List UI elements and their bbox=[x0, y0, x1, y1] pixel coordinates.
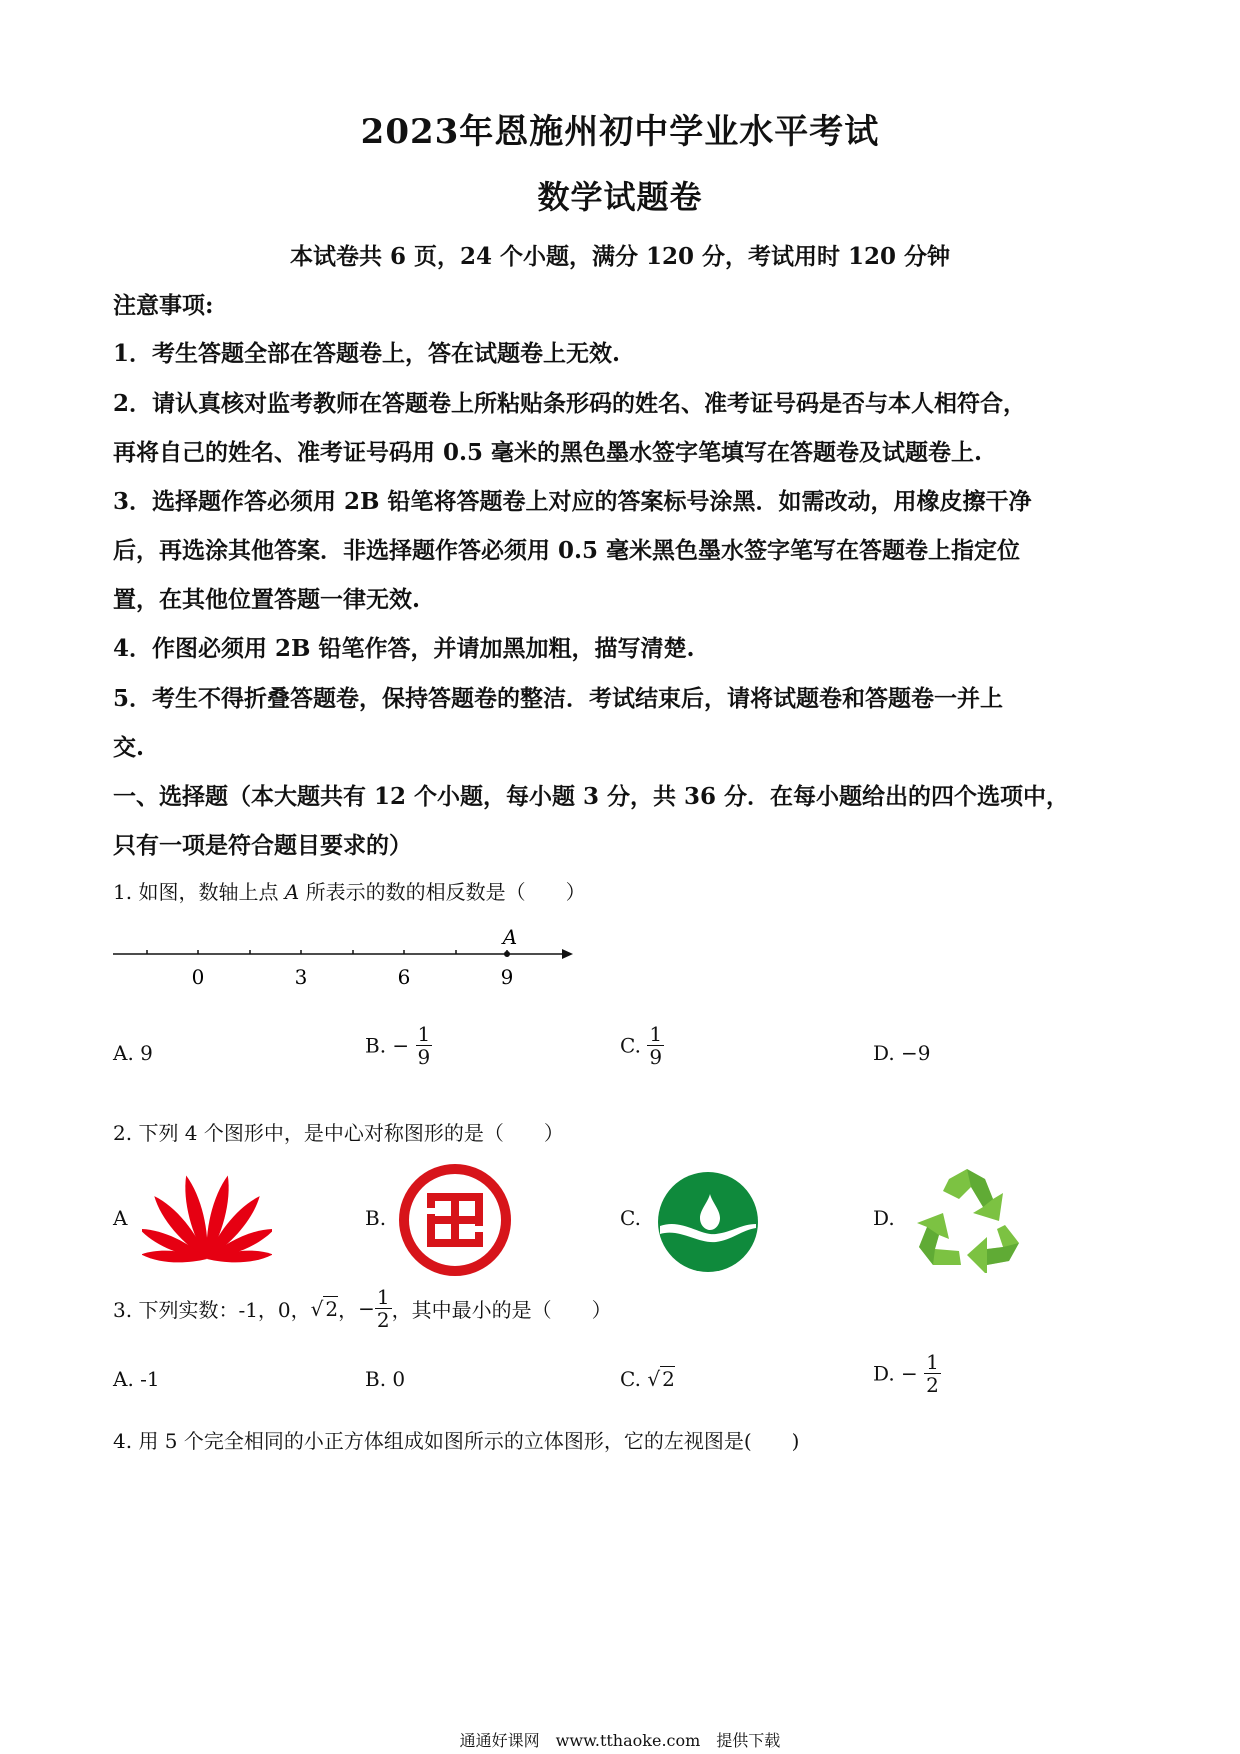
numerator: 1 bbox=[376, 1285, 390, 1309]
tick-label: 6 bbox=[397, 965, 411, 989]
square-root bbox=[647, 1367, 674, 1391]
notice-line: 后，再选涂其他答案．非选择题作答必须用 0.5 毫米黑色墨水签字笔写在答题卷上指定位 bbox=[113, 537, 1021, 564]
exam-subtitle: 数学试题卷 bbox=[537, 178, 703, 216]
stem-text: 1. 如图，数轴上点 bbox=[113, 880, 285, 904]
section-heading: 一、选择题（本大题共有 12 个小题，每小题 3 分，共 36 分．在每小题给出的四个选项中， bbox=[113, 783, 1070, 810]
radical-sign: √ bbox=[310, 1296, 324, 1321]
notice-line: 4．作图必须用 2B 铅笔作答，并请加黑加粗，描写清楚. bbox=[113, 635, 695, 662]
denominator: 9 bbox=[417, 1045, 431, 1069]
stem-text: 3. 下列实数：-1，0， bbox=[113, 1298, 311, 1322]
notice-line: 1．考生答题全部在答题卷上，答在试题卷上无效. bbox=[113, 340, 621, 367]
page-footer: 通通好课网 www.tthaoke.com 提供下载 bbox=[459, 1731, 781, 1750]
notice-line: 5．考生不得折叠答题卷，保持答题卷的整洁．考试结束后，请将试题卷和答题卷一并上 bbox=[113, 685, 1004, 712]
fraction bbox=[924, 1351, 941, 1396]
option-letter: C. bbox=[620, 1033, 648, 1058]
radicand: 2 bbox=[662, 1367, 675, 1391]
stem-text: ，其中最小的是（ ） bbox=[391, 1298, 612, 1322]
option-value: −9 bbox=[901, 1041, 931, 1065]
numerator: 1 bbox=[926, 1350, 939, 1374]
section-heading: 只有一项是符合题目要求的） bbox=[113, 832, 412, 859]
option-letter: C. bbox=[620, 1367, 648, 1391]
question-1-stem bbox=[113, 876, 586, 905]
numerator: 1 bbox=[417, 1022, 431, 1046]
fraction bbox=[647, 1023, 664, 1068]
option-value: 0 bbox=[392, 1367, 406, 1391]
q3-option-a[interactable] bbox=[113, 1367, 160, 1391]
option-letter: D. bbox=[873, 1041, 902, 1065]
notice-line: 3．选择题作答必须用 2B 铅笔将答题卷上对应的答案标号涂黑．如需改动，用橡皮擦干净 bbox=[113, 488, 1032, 515]
q3-option-b[interactable] bbox=[365, 1367, 405, 1391]
q1-option-d[interactable] bbox=[873, 1041, 931, 1065]
radicand: 2 bbox=[325, 1296, 339, 1321]
notice-heading: 注意事项: bbox=[113, 292, 214, 319]
fraction bbox=[416, 1023, 433, 1068]
option-letter: B. bbox=[365, 1033, 393, 1058]
denominator: 2 bbox=[926, 1373, 939, 1397]
water-drop-emblem-icon bbox=[656, 1170, 760, 1274]
notice-line: 置，在其他位置答题一律无效. bbox=[113, 586, 421, 613]
notice-line: 2．请认真核对监考教师在答题卷上所粘贴条形码的姓名、准考证号码是否与本人相符合， bbox=[113, 390, 1027, 417]
question-2-stem: 2. 下列 4 个图形中，是中心对称图形的是（ ） bbox=[113, 1121, 564, 1145]
minus-sign: − bbox=[358, 1296, 375, 1321]
bank-emblem-icon bbox=[398, 1163, 512, 1277]
q1-option-b[interactable] bbox=[365, 1023, 432, 1068]
q3-option-d[interactable] bbox=[873, 1351, 941, 1396]
number-line-arrow bbox=[562, 949, 573, 959]
q3-option-c[interactable] bbox=[620, 1367, 675, 1391]
stem-text: 所表示的数的相反数是（ ） bbox=[299, 880, 586, 904]
option-value: -1 bbox=[140, 1367, 160, 1391]
radical-sign: √ bbox=[647, 1367, 661, 1391]
option-letter: A. bbox=[113, 1041, 141, 1065]
question-3-stem bbox=[113, 1286, 612, 1331]
denominator: 2 bbox=[376, 1308, 390, 1332]
square-root bbox=[311, 1297, 338, 1321]
stem-text: ， bbox=[338, 1298, 359, 1322]
question-4-stem: 4. 用 5 个完全相同的小正方体组成如图所示的立体图形，它的左视图是( ) bbox=[113, 1429, 800, 1453]
number-line bbox=[110, 920, 580, 1000]
point-a-label: A bbox=[502, 925, 518, 949]
recycle-icon bbox=[909, 1165, 1025, 1273]
fraction bbox=[375, 1286, 392, 1331]
option-value: 9 bbox=[140, 1041, 153, 1065]
tick-label: 0 bbox=[191, 965, 205, 989]
exam-info: 本试卷共 6 页，24 个小题，满分 120 分，考试用时 120 分钟 bbox=[289, 243, 951, 270]
minus-sign: − bbox=[392, 1033, 410, 1058]
tick-label: 9 bbox=[500, 965, 514, 989]
denominator: 9 bbox=[649, 1045, 663, 1069]
q2-option-d-letter[interactable]: D. bbox=[873, 1206, 895, 1230]
notice-line: 再将自己的姓名、准考证号码用 0.5 毫米的黑色墨水签字笔填写在答题卷及试题卷上. bbox=[113, 439, 983, 466]
point-a bbox=[504, 951, 510, 957]
q2-option-b-letter[interactable]: B. bbox=[365, 1206, 387, 1230]
q2-option-a-letter[interactable]: A bbox=[113, 1206, 128, 1230]
notice-line: 交. bbox=[113, 734, 145, 761]
tick-label: 3 bbox=[294, 965, 308, 989]
q1-option-a[interactable] bbox=[113, 1041, 153, 1065]
q2-option-c-letter[interactable]: C. bbox=[620, 1206, 641, 1230]
option-letter: A. bbox=[113, 1367, 141, 1391]
option-letter: B. bbox=[365, 1367, 393, 1391]
option-letter: D. bbox=[873, 1361, 902, 1386]
minus-sign: − bbox=[901, 1361, 918, 1386]
point-variable: A bbox=[284, 880, 300, 904]
q1-option-c[interactable] bbox=[620, 1023, 664, 1068]
petal-logo-icon bbox=[142, 1167, 272, 1267]
exam-title: 2023年恩施州初中学业水平考试 bbox=[360, 112, 880, 152]
numerator: 1 bbox=[649, 1022, 663, 1046]
